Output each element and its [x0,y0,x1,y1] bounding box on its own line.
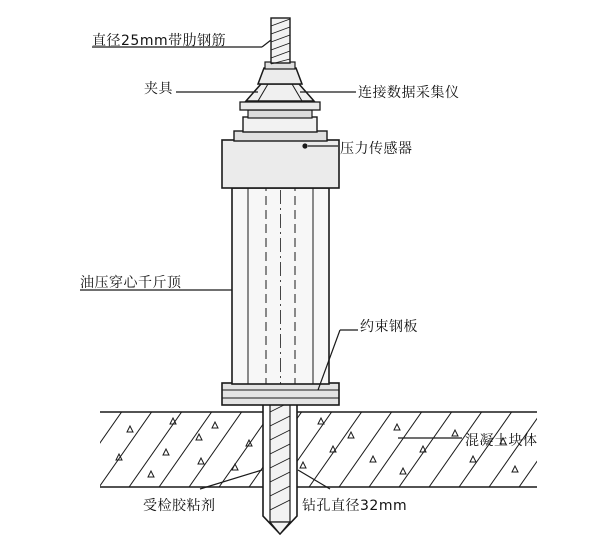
label-concrete-block: 混凝土块体 [465,433,538,449]
label-rebar: 直径25mm带肋钢筋 [92,33,227,49]
label-adhesive: 受检胶粘剂 [143,498,216,514]
clamp-assembly [240,62,320,110]
label-borehole: 钻孔直径32mm [302,498,408,514]
load-cell-assembly [222,110,339,188]
concrete-block [60,400,602,500]
constraint-steel-plate [222,383,339,405]
label-data-logger: 连接数据采集仪 [358,85,460,101]
label-steel-plate: 约束钢板 [360,319,418,335]
label-load-cell: 压力传感器 [340,141,413,157]
label-clamp: 夹具 [144,81,173,97]
borehole-with-adhesive [263,400,297,534]
rebar-top [271,18,290,64]
label-hydraulic-jack: 油压穿心千斤顶 [80,275,182,291]
